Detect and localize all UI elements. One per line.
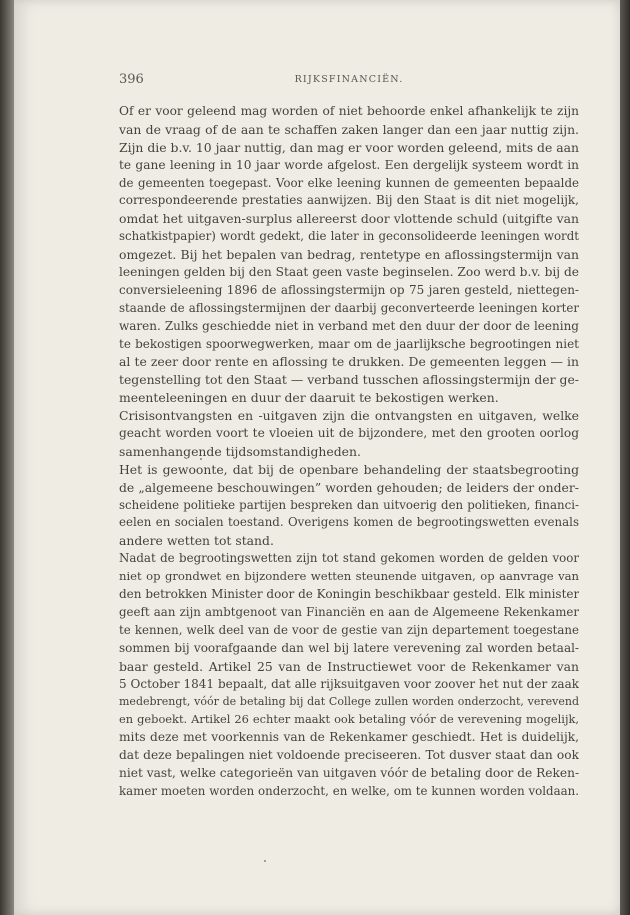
text-line: Nadat de begrootingswetten zijn tot stand gekomen worden de gelden voor bbox=[119, 551, 579, 566]
text-line: te kennen, welk deel van de voor de gestie van zijn departement toegestane bbox=[119, 622, 579, 637]
text-line: de „algemeene beschouwingen” worden gehouden; de leiders der onder- bbox=[119, 479, 579, 495]
page-number: 396 bbox=[119, 72, 144, 87]
text-line: leeningen gelden bij den Staat geen vaste beginselen. Zoo werd b.v. bij de bbox=[119, 265, 579, 280]
text-line: geeft aan zijn ambtgenoot van Financiën en aan de Algemeene Rekenkamer bbox=[119, 604, 579, 619]
text-line: baar gesteld. Artikel 25 van de Instructiewet voor de Rekenkamer van bbox=[119, 658, 579, 674]
text-line: samenhangende tijdsomstandigheden. bbox=[119, 443, 361, 459]
running-title: RIJKSFINANCIËN. bbox=[294, 74, 404, 85]
text-line: Het is gewoonte, dat bij de openbare behandeling der staatsbegrooting bbox=[119, 461, 579, 477]
text-line: tegenstelling tot den Staat — verband tusschen aflossingstermijn der ge- bbox=[119, 372, 579, 388]
paper-speck bbox=[264, 860, 266, 862]
scan-border-left bbox=[0, 0, 14, 915]
text-line: te gane leening in 10 jaar worde afgelost. Een dergelijk systeem wordt in bbox=[119, 157, 579, 172]
text-line: meenteleeningen en duur der daaruit te bekostigen werken. bbox=[119, 390, 499, 406]
text-line: Zijn die b.v. 10 jaar nuttig, dan mag er voor worden geleend, mits de aan bbox=[119, 139, 579, 155]
text-line: te bekostigen spoorwegwerken, maar om de jaarlijksche begrootingen niet bbox=[119, 336, 579, 351]
text-line: niet op grondwet en bijzondere wetten steunende uitgaven, op aanvrage van bbox=[119, 569, 579, 584]
text-line: Of er voor geleend mag worden of niet behoorde enkel afhankelijk te zijn bbox=[119, 104, 579, 118]
text-line: den betrokken Minister door de Koningin beschikbaar gesteld. Elk minister bbox=[119, 587, 579, 602]
text-line: correspondeerende prestaties aanwijzen. Bij den Staat is dit niet mogelijk, bbox=[119, 193, 579, 208]
text-line: Crisisontvangsten en -uitgaven zijn die ontvangsten en uitgaven, welke bbox=[119, 408, 579, 424]
text-line: 5 October 1841 bepaalt, dat alle rijksuitgaven voor zoover het nut der zaak bbox=[119, 676, 579, 691]
page-header bbox=[119, 72, 579, 92]
text-line: niet vast, welke categorieën van uitgaven vóór de betaling door de Reken- bbox=[119, 765, 579, 780]
text-line: en geboekt. Artikel 26 echter maakt ook betaling vóór de verevening mogelijk, bbox=[119, 712, 579, 727]
text-line: geacht worden voort te vloeien uit de bijzondere, met den grooten oorlog bbox=[119, 426, 579, 441]
text-line: kamer moeten worden onderzocht, en welke, om te kunnen worden voldaan. bbox=[119, 783, 579, 798]
text-line: dat deze bepalingen niet voldoende preciseeren. Tot dusver staat dan ook bbox=[119, 748, 579, 763]
text-line: omgezet. Bij het bepalen van bedrag, rentetype en aflossingstermijn van bbox=[119, 247, 579, 263]
body-text bbox=[119, 103, 579, 801]
text-line: mits deze met voorkennis van de Rekenkamer geschiedt. Het is duidelijk, bbox=[119, 730, 579, 745]
text-line: conversieleening 1896 de aflossingstermijn op 75 jaren gesteld, niettegen- bbox=[119, 282, 579, 297]
text-line: de gemeenten toegepast. Voor elke leening kunnen de gemeenten bepaalde bbox=[119, 175, 579, 190]
text-line: scheidene politieke partijen bespreken dan uitvoerig den politieken, financi- bbox=[119, 497, 579, 512]
text-line: schatkistpapier) wordt gedekt, die later in geconsolideerde leeningen wordt bbox=[119, 229, 579, 244]
text-line: staande de aflossingstermijnen der daarbij geconverteerde leeningen korter bbox=[119, 300, 579, 315]
text-line: omdat het uitgaven-surplus allereerst door vlottende schuld (uitgifte van bbox=[119, 211, 579, 227]
text-line: andere wetten tot stand. bbox=[119, 533, 274, 549]
text-line: al te zeer door rente en aflossing te drukken. De gemeenten leggen — in bbox=[119, 354, 579, 370]
text-line: van de vraag of de aan te schaffen zaken langer dan een jaar nuttig zijn. bbox=[119, 121, 579, 137]
text-line: sommen bij voorafgaande dan wel bij latere verevening zal worden betaal- bbox=[119, 640, 579, 655]
scan-border-right bbox=[620, 0, 630, 915]
text-line: medebrengt, vóór de betaling bij dat College zullen worden onderzocht, verevend bbox=[119, 695, 579, 709]
text-line: waren. Zulks geschiedde niet in verband met den duur der door de leening bbox=[119, 318, 579, 333]
text-line: eelen en socialen toestand. Overigens komen de begrootingswetten evenals bbox=[119, 515, 579, 530]
